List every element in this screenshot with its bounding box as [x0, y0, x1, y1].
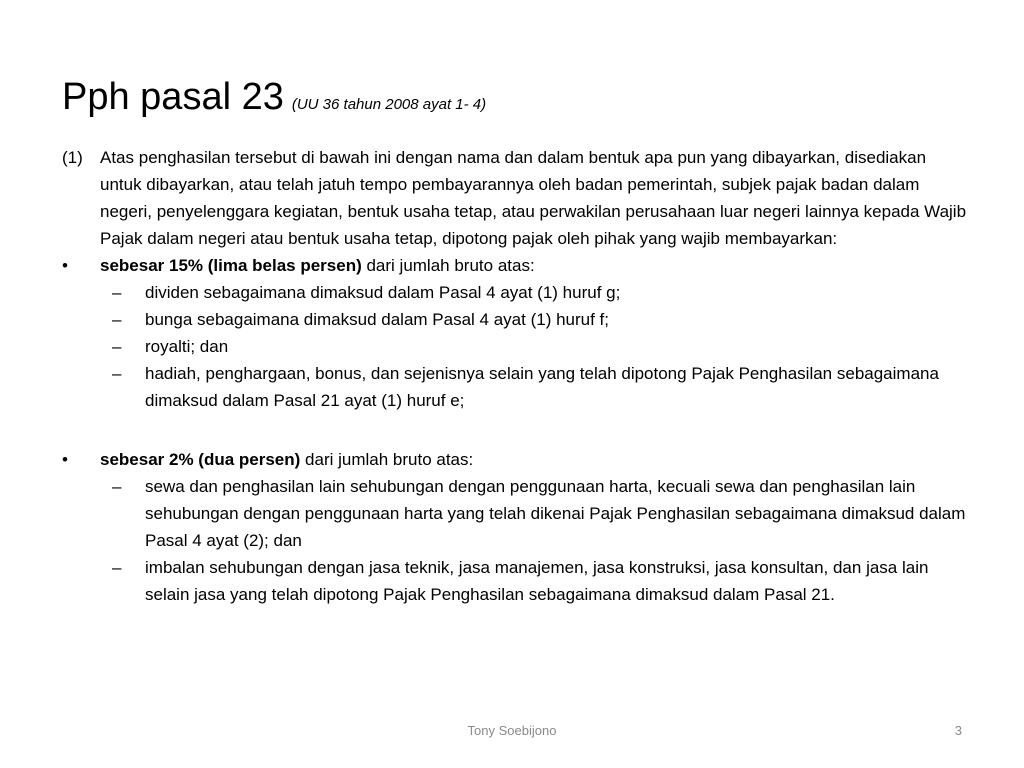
sub-item	[62, 306, 972, 333]
sub-item-text: royalti; dan	[145, 337, 229, 356]
sub-item	[62, 554, 972, 608]
slide-body	[62, 144, 972, 608]
paragraph-number: (1)	[62, 148, 83, 167]
bullet-text: dari jumlah bruto atas:	[300, 450, 474, 469]
dash-marker: –	[112, 364, 122, 383]
dash-marker: –	[112, 558, 122, 577]
sub-item-text: imbalan sehubungan dengan jasa teknik, jasa manajemen, jasa konstruksi, jasa konsultan, dan jasa lain selain jasa yang telah dipotong Pajak Penghasilan sebagaimana dimaksud dalam Pasal 21.	[145, 558, 929, 604]
paragraph-text: Atas penghasilan tersebut di bawah ini dengan nama dan dalam bentuk apa pun yang dibayarkan, disediakan untuk dibayarkan, atau telah jatuh tempo pembayarannya oleh badan pemerintah, subjek pajak badan dalam negeri, penyelenggara kegiatan, bentuk usaha tetap, atau perwakilan perusahaan luar negeri lainnya kepada Wajib Pajak dalam negeri atau bentuk usaha tetap, dipotong pajak oleh pihak yang wajib membayarkan:	[100, 148, 967, 248]
title-main: Pph pasal 23	[62, 76, 284, 118]
footer-author: Tony Soebijono	[467, 723, 557, 738]
sub-item	[62, 279, 972, 306]
sub-item-text: hadiah, penghargaan, bonus, dan sejenisnya selain yang telah dipotong Pajak Penghasilan sebagaimana dimaksud dalam Pasal 21 ayat (1) huruf e;	[145, 364, 939, 410]
slide-title	[62, 72, 486, 122]
spacer	[62, 414, 972, 446]
bullet-marker: •	[62, 256, 68, 275]
bullet-marker: •	[62, 450, 68, 469]
footer-page-number: 3	[954, 723, 962, 738]
sub-item-text: bunga sebagaimana dimaksud dalam Pasal 4 ayat (1) huruf f;	[145, 310, 609, 329]
bullet-item	[62, 446, 972, 473]
bullet-item	[62, 252, 972, 279]
bullet-text: dari jumlah bruto atas:	[361, 256, 535, 275]
sub-item-text: sewa dan penghasilan lain sehubungan dengan penggunaan harta, kecuali sewa dan penghasilan lain sehubungan dengan penggunaan harta yang telah dikenai Pajak Penghasilan sebagaimana dimaksud dalam Pasal 4 ayat (2); dan	[145, 477, 966, 550]
title-subtitle: (UU 36 tahun 2008 ayat 1- 4)	[291, 96, 487, 113]
sub-item	[62, 333, 972, 360]
sub-item	[62, 360, 972, 414]
dash-marker: –	[112, 477, 122, 496]
bullet-bold-text: sebesar 2% (dua persen)	[100, 450, 301, 469]
dash-marker: –	[112, 283, 122, 302]
sub-item	[62, 473, 972, 554]
sub-item-text: dividen sebagaimana dimaksud dalam Pasal 4 ayat (1) huruf g;	[145, 283, 621, 302]
dash-marker: –	[112, 337, 122, 356]
bullet-bold-text: sebesar 15% (lima belas persen)	[100, 256, 362, 275]
dash-marker: –	[112, 310, 122, 329]
intro-paragraph	[62, 144, 972, 252]
